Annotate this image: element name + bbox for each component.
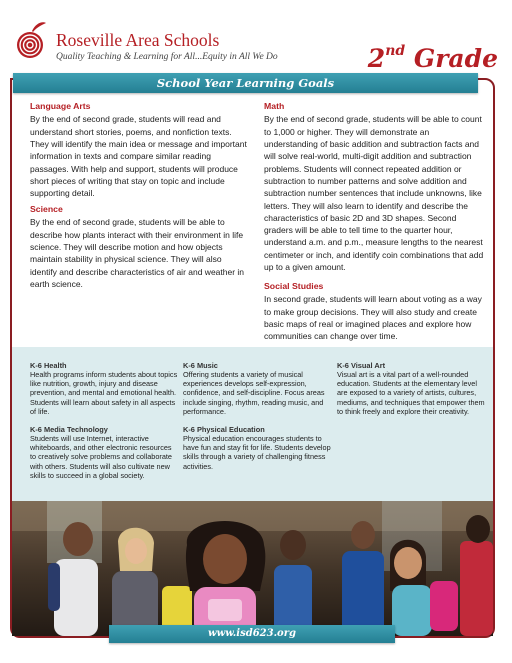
- music-title: K-6 Music: [183, 361, 218, 370]
- media-body: Students will use Internet, interactive whiteboards, and other electronic resources to creatively solve problems and collaborate with others. Students will also cultivate new skills to succeed in a global society.: [30, 434, 172, 480]
- math-title: Math: [264, 101, 285, 111]
- health-title: K-6 Health: [30, 361, 67, 370]
- pe-title: K-6 Physical Education: [183, 425, 265, 434]
- science-title: Science: [30, 204, 63, 214]
- pe-body: Physical education encourages students to have fun and stay fit for life. Students develop skills through a variety of challenging fitness activities.: [183, 434, 331, 471]
- visual-art-body: Visual art is a vital part of a well-rounded education. Students at the elementary level are exposed to a variety of artists, cultures, mediums, and techniques that empower them to think freely and explore their creativity.: [337, 370, 485, 416]
- language-arts-title: Language Arts: [30, 101, 91, 111]
- grade-suffix: nd: [385, 43, 406, 59]
- health-body: Health programs inform students about topics like nutrition, growth, injury and disease prevention, and mental and emotional health. Students will learn about safety in all aspects of life.: [30, 370, 178, 416]
- social-studies-body: In second grade, students will learn about voting as a way to make group decisions. They will also study and create basic maps of real or imagined places and explore how communities can change over time.: [264, 294, 482, 342]
- music-section: [183, 361, 331, 416]
- visual-art-title: K-6 Visual Art: [337, 361, 386, 370]
- math-body: By the end of second grade, students will be able to count to 1,000 or higher. They will demonstrate an understanding of basic addition and subtraction facts and will solve real-world, multi-digit addition and subtraction problems. Students will connect repeated addition or subtraction to number patterns and solve addition and subtraction number sentences that include unknowns, like letters. They will also learn to identify and describe the characteristics of basic 2D and 3D shapes. Second graders will be able to tell time to the quarter hour, understand a.m. and p.m., measure lengths to the nearest centimeter or inch, and identify coin combinations that add up to a given amount.: [264, 114, 484, 272]
- grade-word: Grade: [413, 44, 498, 73]
- title-bar: [13, 73, 478, 93]
- tagline: Quality Teaching & Learning for All...Equity in All We Do: [56, 52, 278, 62]
- grade-number: 2: [367, 44, 386, 73]
- music-body: Offering students a variety of musical experiences develops self-expression, confidence, and self-discipline. Focus areas include singing, rhythm, reading music, and performance.: [183, 370, 325, 416]
- org-name: Roseville Area Schools: [56, 30, 220, 50]
- students-photo: [12, 501, 493, 636]
- social-studies-section: [264, 281, 484, 343]
- language-arts-body: By the end of second grade, students will read and understand short stories, poems, and nonfiction texts. They will identify the main idea or message and important information in texts and compare similar reading passages. With help and support, students will produce short pieces of writing that stay on topic and include supporting detail.: [30, 114, 247, 199]
- footer-url[interactable]: www.isd623.org: [207, 628, 296, 639]
- footer-url-bar: [109, 625, 395, 643]
- health-section: [30, 361, 178, 416]
- pe-section: [183, 425, 331, 471]
- title-bar-text: School Year Learning Goals: [156, 76, 335, 90]
- grade-heading: [367, 43, 498, 73]
- science-body: By the end of second grade, students will be able to describe how plants interact with their environment in life science. They will describe motion and how objects maintain stability in physical science. They will also identify and describe characteristics of air and weather in earth science.: [30, 217, 245, 289]
- math-section: [264, 101, 484, 273]
- science-section: [30, 204, 248, 290]
- social-studies-title: Social Studies: [264, 281, 324, 291]
- visual-art-section: [337, 361, 485, 416]
- language-arts-section: [30, 101, 248, 200]
- media-section: [30, 425, 178, 480]
- media-title: K-6 Media Technology: [30, 425, 108, 434]
- apple-logo-icon: [15, 20, 49, 60]
